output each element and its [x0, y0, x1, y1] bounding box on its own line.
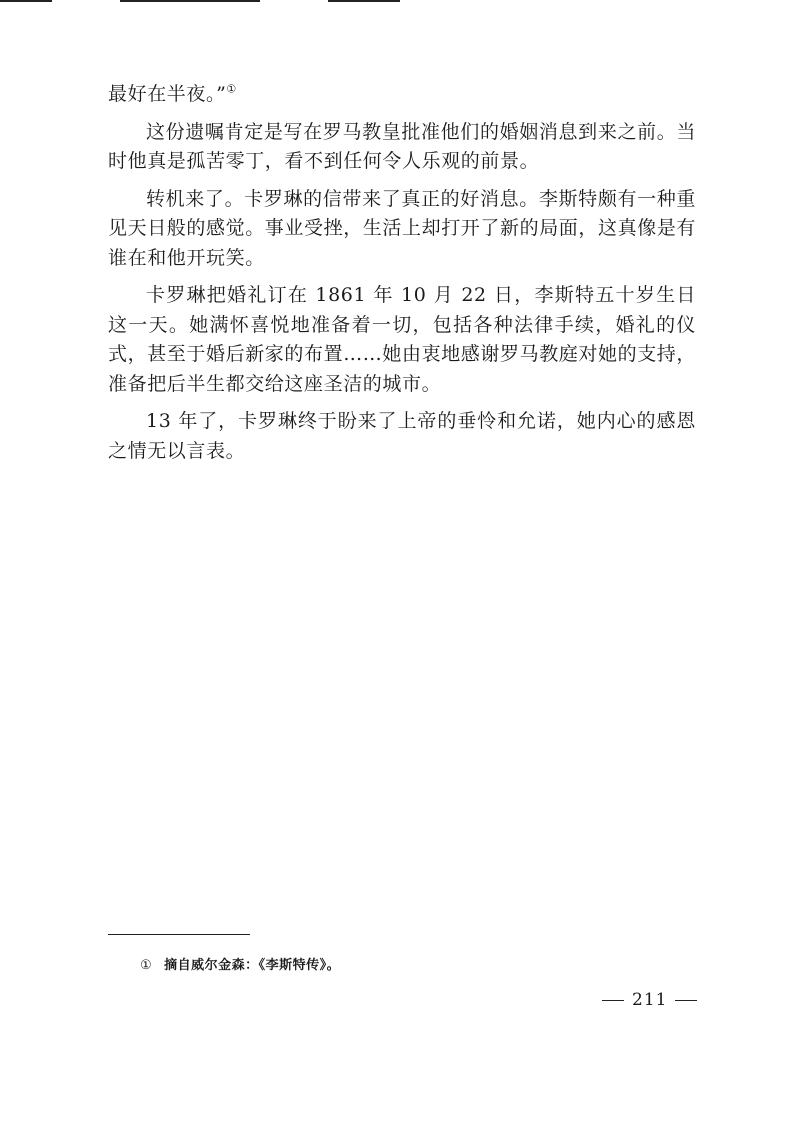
main-text [108, 80, 696, 474]
paragraph-4: 卡罗琳把婚礼订在 1861 年 10 月 22 日，李斯特五十岁生日这一天。她满怀喜悦地准备着一切，包括各种法律手续，婚礼的仪式，甚至于婚后新家的布置……她由衷地感谢罗马教庭对她的支持，准备把后半生都交给这座圣洁的城市。 [108, 284, 697, 395]
page-number-left-dash [602, 1000, 624, 1001]
footnote-text: 摘自威尔金森：《李斯特传》。 [164, 958, 341, 973]
paragraph-3: 转机来了。卡罗琳的信带来了真正的好消息。李斯特颇有一种重见天日般的感觉。事业受挫，生活上却打开了新的局面，这真像是有谁在和他开玩笑。 [108, 187, 697, 269]
footnote [140, 954, 340, 973]
paragraph-2: 这份遗嘱肯定是写在罗马教皇批准他们的婚姻消息到来之前。当时他真是孤苦零丁，看不到任何令人乐观的前景。 [108, 120, 696, 172]
paragraph-5: 13 年了，卡罗琳终于盼来了上帝的垂怜和允诺，她内心的感恩之情无以言表。 [108, 410, 696, 462]
top-edge-rule-2 [120, 0, 260, 2]
page-number-right-dash [675, 1000, 697, 1001]
paragraph-1 [108, 80, 696, 110]
footnote-separator [108, 934, 250, 935]
footnote-marker: ① [140, 958, 153, 973]
paragraph-1-text: 最好在半夜。” [108, 83, 227, 105]
top-edge-rule-3 [328, 0, 400, 2]
top-edge-rule-1 [0, 0, 52, 2]
page-number [594, 990, 705, 1010]
footnote-reference[interactable]: ① [226, 82, 237, 96]
page-number-value: 211 [632, 990, 668, 1010]
